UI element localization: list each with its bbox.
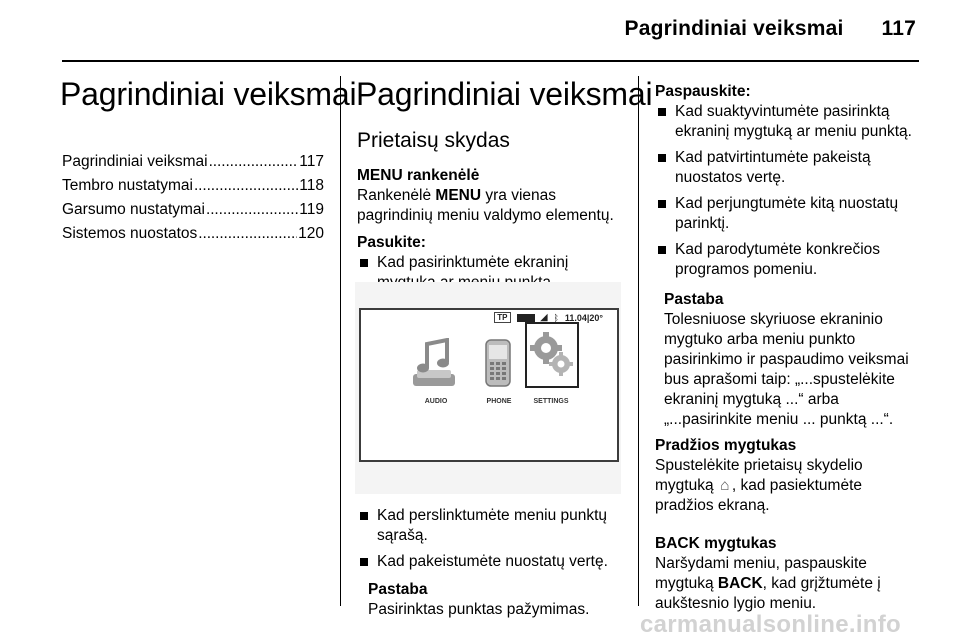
list-item: Kad pasirinktumėte ekraninį <box>357 253 627 293</box>
page-number: 117 <box>881 17 916 40</box>
toc-page: 119 <box>299 201 324 218</box>
battery-icon <box>517 314 535 322</box>
bluetooth-icon: ᛒ <box>553 312 559 323</box>
running-header <box>625 17 916 41</box>
menu-knob-title: MENU rankenėlė <box>357 167 480 184</box>
table-of-contents <box>62 150 324 246</box>
toc-page: 117 <box>299 153 324 170</box>
list-item: Kad suaktyvintumėte pasirinktą ekraninį mygtuką ar meniu punktą. <box>655 102 923 142</box>
scroll-section <box>357 506 627 620</box>
header-rule <box>62 60 919 62</box>
section-heading: Pagrindiniai veiksmai <box>356 76 653 112</box>
note-title: Pastaba <box>664 291 724 308</box>
note-box <box>655 290 923 430</box>
press-section <box>655 82 923 614</box>
audio-icon[interactable] <box>409 338 459 390</box>
list-item: Kad pakeistumėte nuostatų vertę. <box>357 552 627 572</box>
clock-temp: 11.04|20° <box>564 312 603 323</box>
column-divider-1 <box>340 76 341 606</box>
toc-entry[interactable] <box>62 198 324 222</box>
toc-entry[interactable] <box>62 222 324 246</box>
toc-entry[interactable] <box>62 150 324 174</box>
running-header-title: Pagrindiniai veiksmai <box>624 17 844 40</box>
subsection-heading: Prietaisų skydas <box>357 129 510 152</box>
tp-indicator: TP <box>494 312 510 323</box>
list-item: Kad perjungtumėte kitą nuostatų parinktį. <box>655 194 923 234</box>
back-button-text: Naršydami meniu, paspauskite mygtuką BACK, kad grįžtumėte į aukštesnio lygio meniu. <box>655 555 881 612</box>
home-icon: ⌂ <box>720 477 730 494</box>
toc-entry[interactable] <box>62 174 324 198</box>
home-button-text: Spustelėkite prietaisų skydelio mygtuką ⌂ , kad pasiektumėte pradžios ekraną. <box>655 457 863 514</box>
list-item: Kad parodytumėte konkrečios programos pomeniu. <box>655 240 923 280</box>
signal-icon: ◢ <box>540 312 548 322</box>
note-box <box>357 580 627 620</box>
watermark: carmanualsonline.info <box>640 611 902 638</box>
back-button-title: BACK mygtukas <box>655 535 777 552</box>
note-title: Pastaba <box>368 581 428 598</box>
column-divider-2 <box>638 76 639 606</box>
press-label: Paspauskite: <box>655 83 751 100</box>
toc-label: Garsumo nustatymai <box>62 201 205 218</box>
screen-display <box>359 308 619 462</box>
toc-page: 118 <box>299 177 324 194</box>
note-text: Pasirinktas punktas pažymimas. <box>368 601 590 618</box>
toc-page: 120 <box>298 225 324 242</box>
settings-label: SETTINGS <box>533 398 569 405</box>
infotainment-screen-illustration <box>355 282 621 494</box>
menu-section <box>357 166 627 293</box>
list-item: Kad perslinktumėte meniu punktų sąrašą. <box>357 506 627 546</box>
audio-label: AUDIO <box>424 398 448 405</box>
toc-label: Pagrindiniai veiksmai <box>62 153 208 170</box>
settings-gear-icon <box>529 328 579 380</box>
chapter-heading: Pagrindiniai veiksmai <box>60 76 357 112</box>
note-text: Tolesniuose skyriuose ekraninio mygtuko arba meniu punkto pasirinkimo ir paspaudimo veiksmai bus aprašomi taip: „...spustelėkite ekraninį mygtuką ...“ arba „...pasirinkite meniu ... punktą ...“. <box>664 311 909 428</box>
toc-label: Sistemos nuostatos <box>62 225 198 242</box>
list-item: Kad patvirtintumėte pakeistą nuostatos vertę. <box>655 148 923 188</box>
phone-label: PHONE <box>486 398 512 405</box>
phone-icon[interactable] <box>473 338 523 390</box>
toc-label: Tembro nustatymai <box>62 177 193 194</box>
menu-knob-text: Rankenėlė MENU yra vienas pagrindinių meniu valdymo elementų. <box>357 187 614 224</box>
home-button-title: Pradžios mygtukas <box>655 437 797 454</box>
turn-label: Pasukite: <box>357 234 426 251</box>
